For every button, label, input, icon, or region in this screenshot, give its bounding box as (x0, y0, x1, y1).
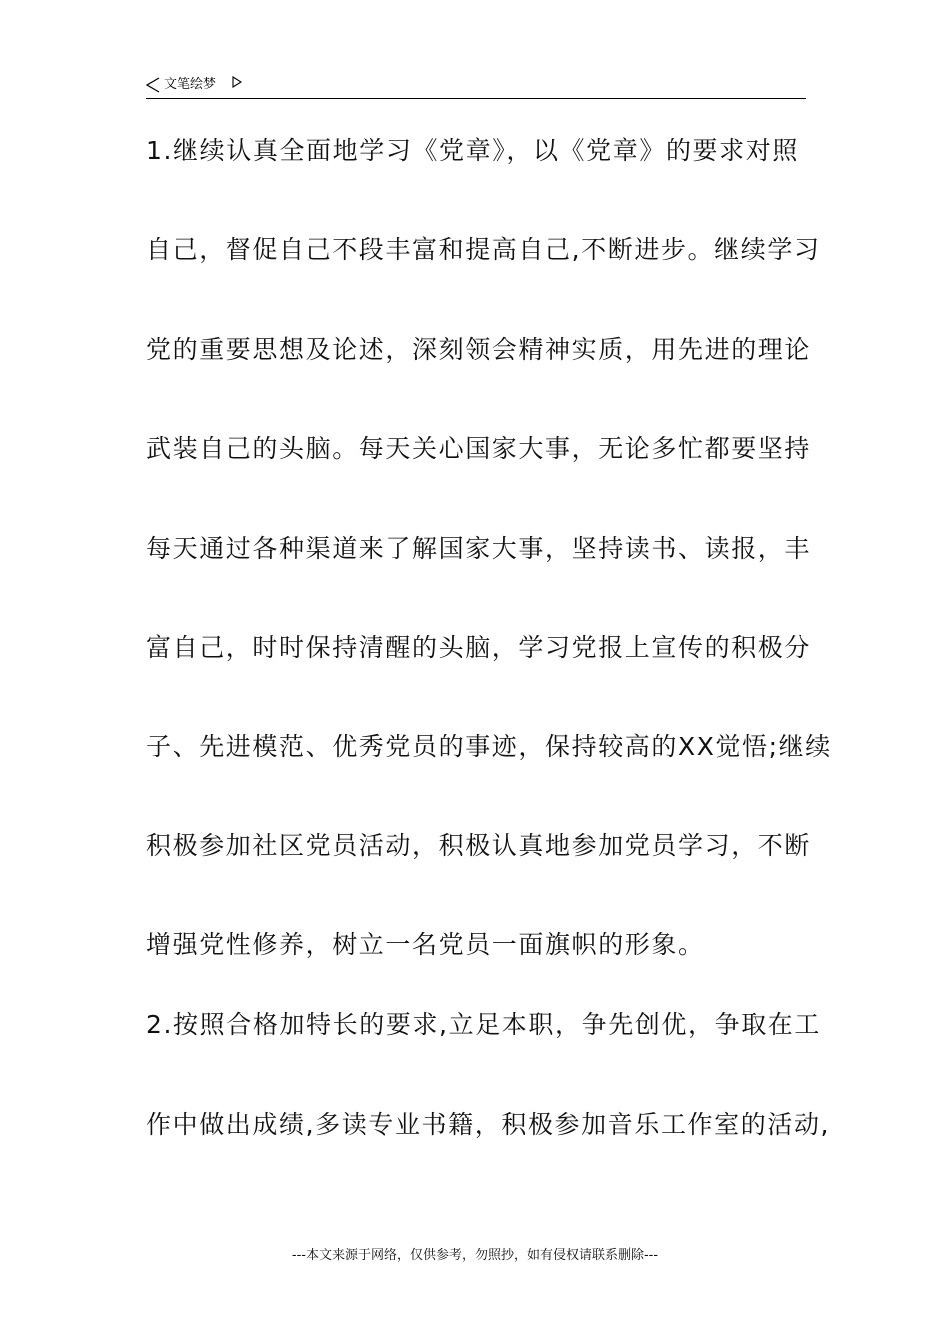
triangle-right-icon (232, 76, 242, 88)
body-line: 自己，督促自己不段丰富和提高自己,不断进步。继续学习 (146, 235, 821, 264)
body-line: 每天通过各种渠道来了解国家大事，坚持读书、读报，丰 (146, 534, 812, 563)
triangle-left-icon (146, 77, 160, 93)
body-line: 富自己，时时保持清醒的头脑，学习党报上宣传的积极分 (146, 633, 812, 662)
body-line: 积极参加社区党员活动，积极认真地参加党员学习，不断 (146, 831, 812, 860)
body-line: 武装自己的头脑。每天关心国家大事，无论多忙都要坚持 (146, 434, 812, 463)
body-line: 增强党性修养，树立一名党员一面旗帜的形象。 (146, 930, 705, 959)
body-line: 子、先进模范、优秀党员的事迹，保持较高的XX觉悟;继续 (146, 732, 832, 761)
body-line: 2.按照合格加特长的要求,立足本职，争先创优，争取在工 (146, 1010, 822, 1039)
body-line: 作中做出成绩,多读专业书籍，积极参加音乐工作室的活动, (146, 1110, 831, 1139)
header-title: 文笔绘梦 (164, 77, 217, 92)
page-footer: ---本文来源于网络，仅供参考，勿照抄，如有侵权请联系删除--- (291, 1248, 659, 1263)
body-line: 党的重要思想及论述，深刻领会精神实质，用先进的理论 (146, 335, 812, 364)
body-line: 1.继续认真全面地学习《党章》，以《党章》的要求对照 (146, 136, 799, 165)
page-header (146, 72, 806, 99)
